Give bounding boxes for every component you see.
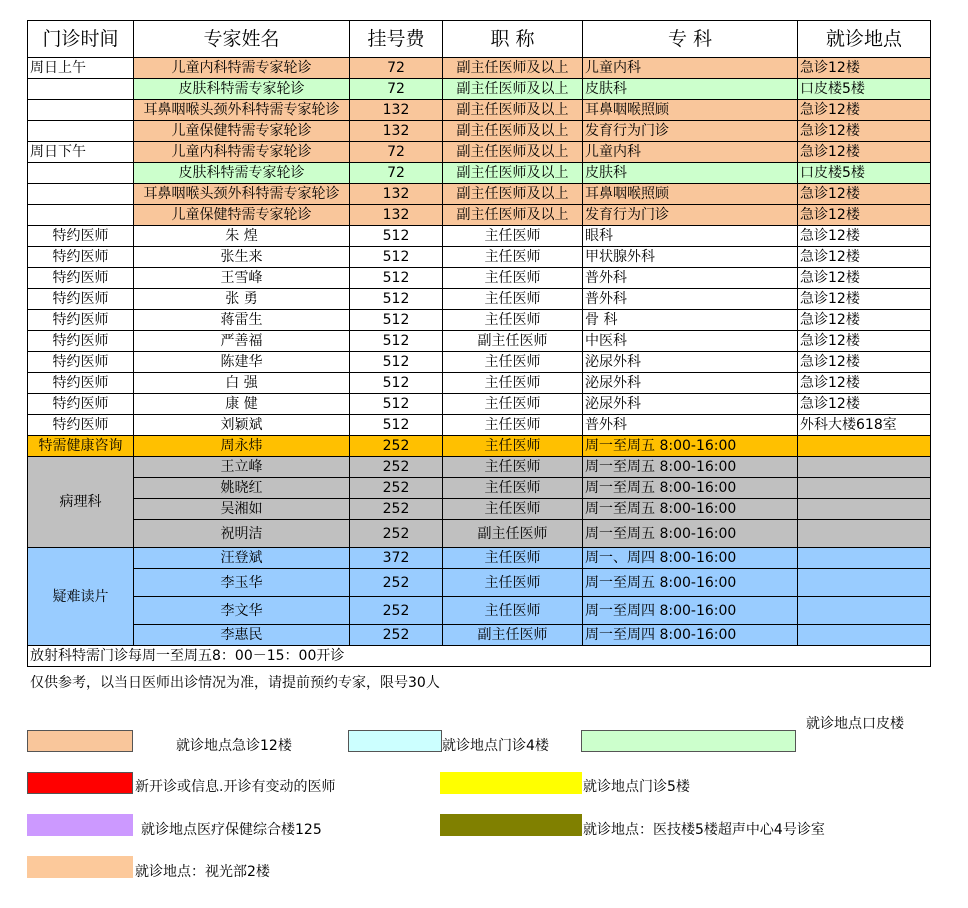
title-cell: 主任医师	[443, 268, 583, 289]
legend-label: 就诊地点医疗保健综合楼125	[141, 822, 322, 838]
table-row	[28, 352, 931, 373]
expert-name-cell: 张生来	[134, 247, 350, 268]
time-cell: 特约医师	[28, 331, 134, 352]
time-cell	[28, 163, 134, 184]
fee-cell: 512	[350, 289, 443, 310]
legend-label: 就诊地点口皮楼	[806, 716, 904, 732]
location-cell: 急诊12楼	[798, 373, 931, 394]
dept-cell: 周一至周五 8:00-16:00	[583, 457, 798, 478]
location-cell	[798, 569, 931, 597]
header-time: 门诊时间	[28, 21, 134, 58]
expert-name-cell: 王雪峰	[134, 268, 350, 289]
time-cell: 特需健康咨询	[28, 436, 134, 457]
location-cell	[798, 520, 931, 548]
time-cell: 特约医师	[28, 373, 134, 394]
header-row	[28, 21, 931, 58]
legend-swatch-peach	[27, 730, 133, 752]
legend-swatch-lightpeach	[27, 856, 133, 878]
table-row	[28, 478, 931, 499]
disclaimer-note: 仅供参考，以当日医师出诊情况为准，请提前预约专家，限号30人	[30, 675, 440, 691]
expert-name-cell: 汪登斌	[134, 548, 350, 569]
location-cell: 急诊12楼	[798, 331, 931, 352]
expert-name-cell: 白 强	[134, 373, 350, 394]
fee-cell: 252	[350, 478, 443, 499]
table-row	[28, 79, 931, 100]
location-cell: 急诊12楼	[798, 289, 931, 310]
location-cell: 急诊12楼	[798, 58, 931, 79]
location-cell: 急诊12楼	[798, 121, 931, 142]
time-cell	[28, 184, 134, 205]
dept-cell: 周一至周五 8:00-16:00	[583, 520, 798, 548]
fee-cell: 512	[350, 226, 443, 247]
dept-cell: 周一至周四 8:00-16:00	[583, 597, 798, 625]
table-row	[28, 415, 931, 436]
dept-cell: 普外科	[583, 268, 798, 289]
fee-cell: 132	[350, 184, 443, 205]
expert-name-cell: 张 勇	[134, 289, 350, 310]
location-cell: 急诊12楼	[798, 184, 931, 205]
dept-cell: 皮肤科	[583, 163, 798, 184]
title-cell: 主任医师	[443, 478, 583, 499]
fee-cell: 512	[350, 394, 443, 415]
expert-name-cell: 蒋雷生	[134, 310, 350, 331]
table-row	[28, 226, 931, 247]
dept-cell: 周一、周四 8:00-16:00	[583, 548, 798, 569]
expert-name-cell: 康 健	[134, 394, 350, 415]
title-cell: 主任医师	[443, 226, 583, 247]
header-dept: 专 科	[583, 21, 798, 58]
fee-cell: 512	[350, 331, 443, 352]
dept-cell: 周一至周五 8:00-16:00	[583, 436, 798, 457]
dept-cell: 泌尿外科	[583, 394, 798, 415]
table-row	[28, 548, 931, 569]
legend-label: 新开诊或信息.开诊有变动的医师	[135, 779, 336, 795]
location-cell: 急诊12楼	[798, 247, 931, 268]
expert-name-cell: 儿童内科特需专家轮诊	[134, 142, 350, 163]
title-cell: 主任医师	[443, 373, 583, 394]
expert-name-cell: 朱 煌	[134, 226, 350, 247]
title-cell: 主任医师	[443, 597, 583, 625]
table-row	[28, 625, 931, 646]
location-cell: 口皮楼5楼	[798, 163, 931, 184]
legend-swatch-yellow	[440, 772, 582, 794]
expert-name-cell: 耳鼻咽喉头颈外科特需专家轮诊	[134, 184, 350, 205]
table-row	[28, 373, 931, 394]
fee-cell: 372	[350, 548, 443, 569]
time-cell: 特约医师	[28, 415, 134, 436]
dept-cell: 普外科	[583, 415, 798, 436]
dept-cell: 普外科	[583, 289, 798, 310]
table-row	[28, 457, 931, 478]
location-cell	[798, 457, 931, 478]
title-cell: 主任医师	[443, 247, 583, 268]
dept-cell: 耳鼻咽喉照顾	[583, 184, 798, 205]
location-cell	[798, 548, 931, 569]
expert-name-cell: 耳鼻咽喉头颈外科特需专家轮诊	[134, 100, 350, 121]
table-row	[28, 436, 931, 457]
expert-name-cell: 李玉华	[134, 569, 350, 597]
location-cell: 急诊12楼	[798, 310, 931, 331]
title-cell: 副主任医师及以上	[443, 58, 583, 79]
fee-cell: 72	[350, 142, 443, 163]
location-cell: 急诊12楼	[798, 100, 931, 121]
fee-cell: 512	[350, 310, 443, 331]
dept-cell: 发育行为门诊	[583, 121, 798, 142]
footer-row	[28, 646, 931, 667]
time-cell	[28, 121, 134, 142]
legend-label: 就诊地点：医技楼5楼超声中心4号诊室	[583, 822, 825, 838]
radiology-hours-cell: 放射科特需门诊每周一至周五8：00－15：00开诊	[28, 646, 931, 667]
location-cell	[798, 597, 931, 625]
expert-name-cell: 皮肤科特需专家轮诊	[134, 163, 350, 184]
title-cell: 主任医师	[443, 499, 583, 520]
title-cell: 副主任医师	[443, 331, 583, 352]
legend-swatch-olive	[440, 814, 582, 836]
time-cell	[28, 205, 134, 226]
fee-cell: 132	[350, 205, 443, 226]
title-cell: 副主任医师	[443, 625, 583, 646]
expert-name-cell: 李惠民	[134, 625, 350, 646]
location-cell: 急诊12楼	[798, 394, 931, 415]
title-cell: 副主任医师及以上	[443, 184, 583, 205]
fee-cell: 252	[350, 520, 443, 548]
table-row	[28, 100, 931, 121]
title-cell: 主任医师	[443, 457, 583, 478]
time-cell	[28, 100, 134, 121]
header-title: 职 称	[443, 21, 583, 58]
title-cell: 主任医师	[443, 569, 583, 597]
title-cell: 主任医师	[443, 352, 583, 373]
fee-cell: 252	[350, 569, 443, 597]
fee-cell: 252	[350, 499, 443, 520]
fee-cell: 72	[350, 79, 443, 100]
expert-name-cell: 儿童内科特需专家轮诊	[134, 58, 350, 79]
legend-swatch-cyan	[348, 730, 442, 752]
expert-name-cell: 祝明洁	[134, 520, 350, 548]
table-row	[28, 268, 931, 289]
table-row	[28, 205, 931, 226]
time-cell: 特约医师	[28, 310, 134, 331]
fee-cell: 252	[350, 436, 443, 457]
legend-swatch-red	[27, 772, 133, 794]
location-cell: 急诊12楼	[798, 352, 931, 373]
expert-name-cell: 吴湘如	[134, 499, 350, 520]
time-cell: 特约医师	[28, 268, 134, 289]
title-cell: 主任医师	[443, 436, 583, 457]
header-location: 就诊地点	[798, 21, 931, 58]
fee-cell: 512	[350, 247, 443, 268]
fee-cell: 512	[350, 373, 443, 394]
expert-name-cell: 儿童保健特需专家轮诊	[134, 121, 350, 142]
time-cell: 疑难读片	[28, 548, 134, 646]
expert-name-cell: 周永炜	[134, 436, 350, 457]
title-cell: 副主任医师及以上	[443, 79, 583, 100]
fee-cell: 512	[350, 268, 443, 289]
table-row	[28, 394, 931, 415]
table-row	[28, 121, 931, 142]
dept-cell: 耳鼻咽喉照顾	[583, 100, 798, 121]
title-cell: 副主任医师及以上	[443, 121, 583, 142]
time-cell: 特约医师	[28, 289, 134, 310]
dept-cell: 中医科	[583, 331, 798, 352]
title-cell: 副主任医师及以上	[443, 205, 583, 226]
legend-label: 就诊地点门诊5楼	[583, 779, 690, 795]
legend-swatch-green	[581, 730, 796, 752]
location-cell: 急诊12楼	[798, 142, 931, 163]
dept-cell: 周一至周五 8:00-16:00	[583, 478, 798, 499]
dept-cell: 泌尿外科	[583, 373, 798, 394]
header-fee: 挂号费	[350, 21, 443, 58]
table-row	[28, 310, 931, 331]
title-cell: 主任医师	[443, 289, 583, 310]
dept-cell: 眼科	[583, 226, 798, 247]
dept-cell: 周一至周五 8:00-16:00	[583, 569, 798, 597]
expert-name-cell: 严善福	[134, 331, 350, 352]
time-cell: 特约医师	[28, 247, 134, 268]
fee-cell: 132	[350, 100, 443, 121]
table-row	[28, 247, 931, 268]
title-cell: 副主任医师及以上	[443, 142, 583, 163]
time-cell: 病理科	[28, 457, 134, 548]
table-row	[28, 184, 931, 205]
table-row	[28, 58, 931, 79]
fee-cell: 252	[350, 625, 443, 646]
table-row	[28, 163, 931, 184]
expert-name-cell: 李文华	[134, 597, 350, 625]
title-cell: 副主任医师及以上	[443, 163, 583, 184]
expert-name-cell: 皮肤科特需专家轮诊	[134, 79, 350, 100]
fee-cell: 132	[350, 121, 443, 142]
time-cell: 周日上午	[28, 58, 134, 79]
title-cell: 副主任医师及以上	[443, 100, 583, 121]
time-cell: 特约医师	[28, 394, 134, 415]
title-cell: 副主任医师	[443, 520, 583, 548]
dept-cell: 周一至周四 8:00-16:00	[583, 625, 798, 646]
location-cell: 急诊12楼	[798, 205, 931, 226]
dept-cell: 皮肤科	[583, 79, 798, 100]
header-name: 专家姓名	[134, 21, 350, 58]
table-row	[28, 569, 931, 597]
legend-label: 就诊地点门诊4楼	[442, 738, 549, 754]
schedule-table	[27, 20, 931, 667]
location-cell: 口皮楼5楼	[798, 79, 931, 100]
time-cell: 特约医师	[28, 226, 134, 247]
table-row	[28, 142, 931, 163]
expert-name-cell: 陈建华	[134, 352, 350, 373]
title-cell: 主任医师	[443, 415, 583, 436]
location-cell	[798, 625, 931, 646]
location-cell	[798, 478, 931, 499]
fee-cell: 72	[350, 58, 443, 79]
time-cell	[28, 79, 134, 100]
legend-label: 就诊地点：视光部2楼	[135, 864, 270, 880]
fee-cell: 72	[350, 163, 443, 184]
time-cell: 周日下午	[28, 142, 134, 163]
title-cell: 主任医师	[443, 310, 583, 331]
fee-cell: 512	[350, 352, 443, 373]
location-cell	[798, 436, 931, 457]
fee-cell: 252	[350, 597, 443, 625]
dept-cell: 甲状腺外科	[583, 247, 798, 268]
legend-label: 就诊地点急诊12楼	[176, 738, 292, 754]
table-row	[28, 331, 931, 352]
location-cell: 急诊12楼	[798, 268, 931, 289]
table-row	[28, 597, 931, 625]
dept-cell: 发育行为门诊	[583, 205, 798, 226]
fee-cell: 512	[350, 415, 443, 436]
fee-cell: 252	[350, 457, 443, 478]
title-cell: 主任医师	[443, 548, 583, 569]
dept-cell: 骨 科	[583, 310, 798, 331]
time-cell: 特约医师	[28, 352, 134, 373]
location-cell: 外科大楼618室	[798, 415, 931, 436]
location-cell: 急诊12楼	[798, 226, 931, 247]
dept-cell: 周一至周五 8:00-16:00	[583, 499, 798, 520]
location-cell	[798, 499, 931, 520]
expert-name-cell: 儿童保健特需专家轮诊	[134, 205, 350, 226]
table-row	[28, 520, 931, 548]
legend-swatch-purple	[27, 814, 133, 836]
dept-cell: 儿童内科	[583, 58, 798, 79]
title-cell: 主任医师	[443, 394, 583, 415]
table-row	[28, 499, 931, 520]
expert-name-cell: 姚晓红	[134, 478, 350, 499]
dept-cell: 儿童内科	[583, 142, 798, 163]
expert-name-cell: 王立峰	[134, 457, 350, 478]
dept-cell: 泌尿外科	[583, 352, 798, 373]
table-row	[28, 289, 931, 310]
expert-name-cell: 刘颖斌	[134, 415, 350, 436]
